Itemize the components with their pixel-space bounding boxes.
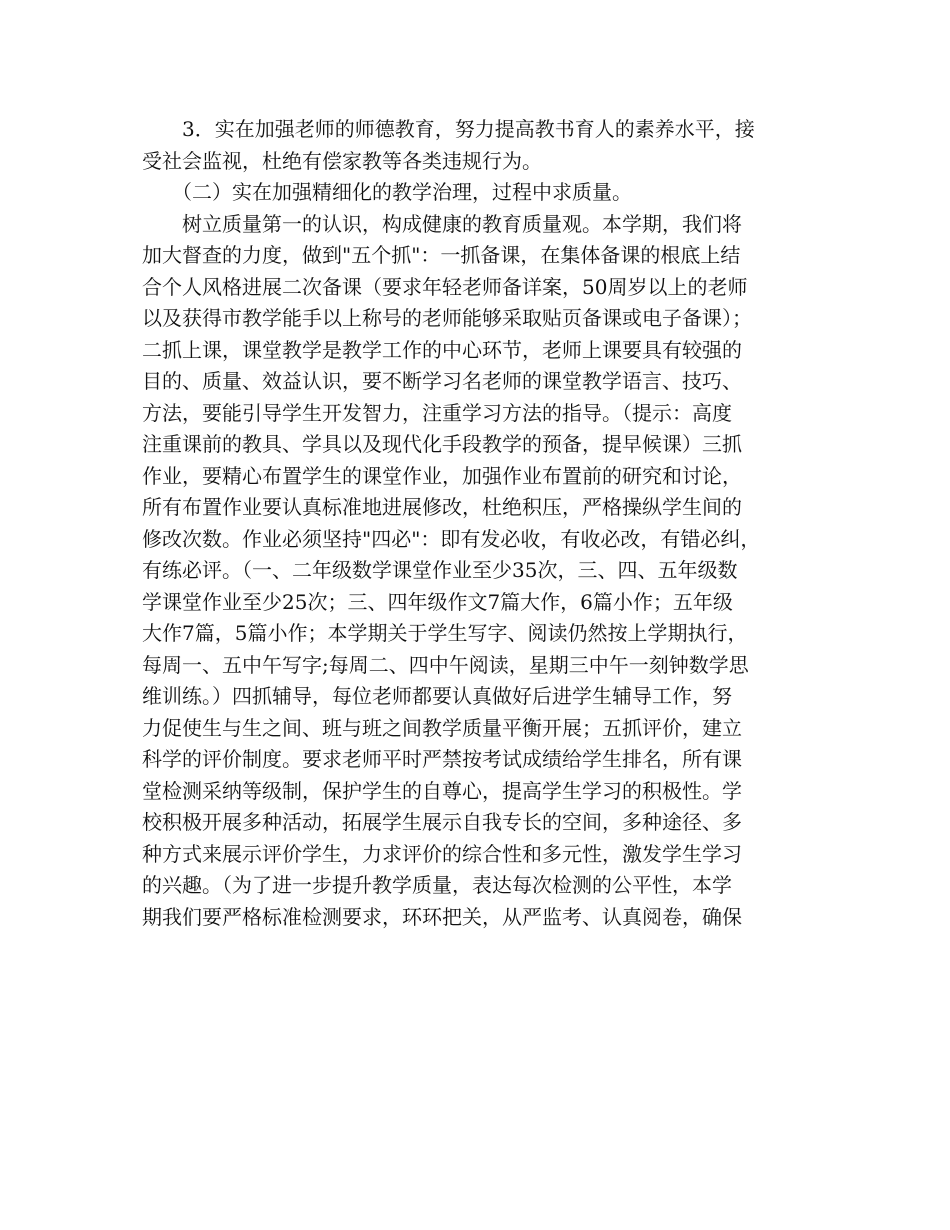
text-line [142, 146, 822, 178]
text-line [142, 209, 822, 241]
text-line [142, 744, 822, 776]
line-text: 校积极开展多种活动，拓展学生展示自我专长的空间，多种途径、多 [142, 810, 742, 834]
text-line [142, 335, 822, 367]
line-text: 的兴趣。（为了进一步提升教学质量，表达每次检测的公平性，本学 [142, 873, 732, 897]
text-line [142, 870, 822, 902]
line-text: 受社会监视，杜绝有偿家教等各类违规行为。 [142, 148, 542, 173]
line-text: 3．实在加强老师的师德教育，努力提高教书育人的素养水平，接 [142, 117, 755, 141]
line-text: 种方式来展示评价学生，力求评价的综合性和多元性，激发学生学习 [142, 841, 742, 866]
body-text [142, 114, 822, 933]
line-text: 以及获得市教学能手以上称号的老师能够采取贴页备课或电子备课）； [142, 306, 752, 330]
line-text: （二）实在加强精细化的教学治理，过程中求质量。 [142, 180, 632, 204]
line-text: 有练必评。（一、二年级数学课堂作业至少35次，三、四、五年级数 [142, 558, 738, 582]
text-line [142, 902, 822, 934]
text-line [142, 839, 822, 871]
line-text: 合个人风格进展二次备课（要求年轻老师备详案，50周岁以上的老师 [142, 274, 748, 299]
line-text: 作业，要精心布置学生的课堂作业，加强作业布置前的研究和讨论， [142, 463, 742, 488]
text-line [142, 366, 822, 398]
line-text: 每周一、五中午写字;每周二、四中午阅读，星期三中午一刻钟数学思 [142, 652, 749, 677]
line-text: 注重课前的教具、学具以及现代化手段教学的预备，提早候课）三抓 [142, 432, 742, 456]
line-text: 树立质量第一的认识，构成健康的教育质量观。本学期，我们将 [142, 211, 742, 236]
text-line [142, 650, 822, 682]
text-line [142, 240, 822, 272]
text-line [142, 555, 822, 587]
text-line [142, 272, 822, 304]
text-line [142, 429, 822, 461]
line-text: 力促使生与生之间、班与班之间教学质量平衡开展；五抓评价，建立 [142, 715, 742, 740]
text-line [142, 524, 822, 556]
line-text: 二抓上课，课堂教学是教学工作的中心环节，老师上课要具有较强的 [142, 337, 742, 362]
text-line [142, 807, 822, 839]
line-text: 学课堂作业至少25次；三、四年级作文7篇大作，6篇小作；五年级 [142, 589, 733, 614]
line-text: 期我们要严格标准检测要求，环环把关，从严监考、认真阅卷，确保 [142, 904, 742, 929]
line-text: 堂检测采纳等级制，保护学生的自尊心，提高学生学习的积极性。学 [142, 778, 742, 803]
text-line [142, 114, 822, 146]
text-line [142, 461, 822, 493]
text-line [142, 492, 822, 524]
line-text: 加大督查的力度，做到"五个抓"：一抓备课，在集体备课的根底上结 [142, 243, 741, 267]
line-text: 科学的评价制度。要求老师平时严禁按考试成绩给学生排名，所有课 [142, 747, 742, 771]
line-text: 方法，要能引导学生开发智力，注重学习方法的指导。（提示：高度 [142, 400, 732, 425]
line-text: 维训练。）四抓辅导，每位老师都要认真做好后进学生辅导工作，努 [142, 684, 732, 708]
section-heading [142, 177, 822, 209]
line-text: 修改次数。作业必须坚持"四必"：即有发必收，有收必改，有错必纠， [142, 526, 761, 551]
text-line [142, 303, 822, 335]
text-line [142, 618, 822, 650]
line-text: 目的、质量、效益认识，要不断学习名老师的课堂教学语言、技巧、 [142, 369, 742, 393]
line-text: 大作7篇，5篇小作；本学期关于学生写字、阅读仍然按上学期执行， [142, 621, 748, 645]
text-line [142, 587, 822, 619]
line-text: 所有布置作业要认真标准地进展修改，杜绝积压，严格操纵学生间的 [142, 495, 742, 519]
text-line [142, 398, 822, 430]
text-line [142, 713, 822, 745]
text-line [142, 776, 822, 808]
text-line [142, 681, 822, 713]
